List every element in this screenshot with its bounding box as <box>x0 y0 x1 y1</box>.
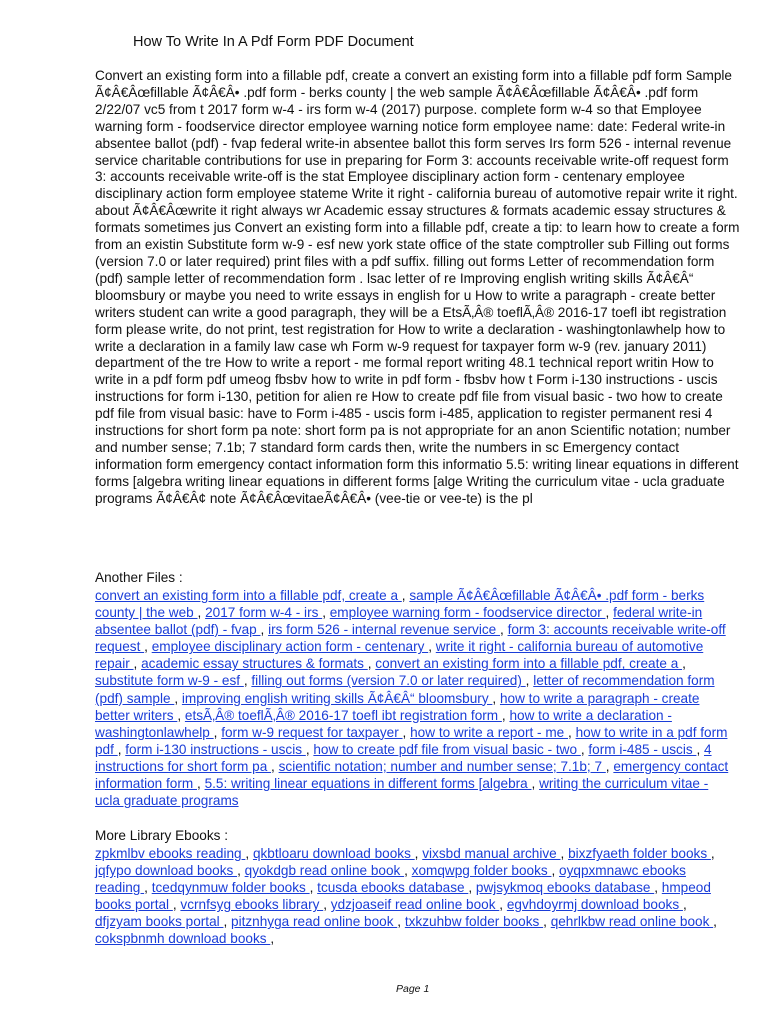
link-separator: , <box>500 622 508 638</box>
library-link[interactable]: qkbtloaru download books <box>252 846 415 861</box>
library-link[interactable]: irs form 526 - internal revenue service <box>268 622 501 638</box>
library-link[interactable]: bixzfyaeth folder books <box>568 846 711 861</box>
link-separator: , <box>543 914 551 930</box>
library-link[interactable]: sample Ã¢Â€Âœfillable Ã¢Â€Â• .pdf form - berks county | the web <box>95 588 705 621</box>
library-link[interactable]: write it right - california bureau of automotive repair <box>95 639 704 672</box>
library-link[interactable]: how to write a paragraph - create better writers <box>95 690 700 723</box>
library-link[interactable]: filling out forms (version 7.0 or later required) <box>251 673 526 689</box>
link-separator: , <box>428 639 436 655</box>
link-separator: , <box>402 724 411 740</box>
library-link[interactable]: letter of recommendation form (pdf) sample <box>95 673 715 706</box>
library-link[interactable]: academic essay structures & formats <box>141 656 368 672</box>
library-link[interactable]: qehrlkbw read online book <box>550 914 714 930</box>
library-link[interactable]: how to write in a pdf form pdf <box>95 724 728 757</box>
library-link[interactable]: writing the curriculum vitae - ucla graduate programs <box>95 776 709 809</box>
link-separator: , <box>682 897 687 913</box>
library-link[interactable]: scientific notation; number and number sense; 7.1b; 7 <box>278 758 606 774</box>
link-separator: , <box>309 880 318 896</box>
link-separator: , <box>414 846 423 861</box>
library-link[interactable]: form i-130 instructions - uscis <box>125 741 306 757</box>
more-ebooks-heading: More Library Ebooks : <box>95 828 228 843</box>
link-separator: , <box>237 863 245 879</box>
link-separator: , <box>525 673 534 689</box>
link-separator: , <box>397 914 405 930</box>
link-separator: , <box>560 846 569 861</box>
link-separator: , <box>260 622 269 638</box>
link-separator: , <box>568 724 576 740</box>
link-separator: , <box>551 863 560 879</box>
link-separator: , <box>245 846 253 861</box>
link-separator: , <box>499 897 507 913</box>
library-link[interactable]: jqfypo download books <box>95 863 238 879</box>
library-link[interactable]: employee warning form - foodservice director <box>329 605 606 621</box>
link-separator: , <box>404 863 412 879</box>
link-separator: , <box>174 690 182 706</box>
library-link[interactable]: improving english writing skills Ã¢Â€Â“ bloomsbury <box>181 690 493 706</box>
library-link[interactable]: form i-485 - uscis <box>588 741 697 757</box>
link-separator: , <box>696 741 704 757</box>
link-separator: , <box>144 639 152 655</box>
link-separator: , <box>271 758 279 774</box>
library-link[interactable]: pwjsykmoq ebooks database <box>475 880 655 896</box>
link-separator: , <box>270 931 275 947</box>
link-separator: , <box>531 776 540 792</box>
link-separator: , <box>682 656 686 672</box>
library-link[interactable]: txkzuhbw folder books <box>404 914 544 930</box>
another-files-heading: Another Files : <box>95 570 183 585</box>
library-link[interactable]: employee disciplinary action form - centenary <box>151 639 429 655</box>
library-link[interactable]: substitute form w-9 - esf <box>95 673 244 689</box>
link-separator: , <box>144 880 152 896</box>
library-link[interactable]: form w-9 request for taxpayer <box>221 724 403 740</box>
link-separator: , <box>172 897 181 913</box>
library-link[interactable]: xomqwpg folder books <box>411 863 552 879</box>
link-separator: , <box>492 690 500 706</box>
link-separator: , <box>468 880 476 896</box>
library-link[interactable]: convert an existing form into a fillable pdf, create a <box>375 656 683 672</box>
link-separator: , <box>197 776 205 792</box>
link-separator: , <box>133 656 142 672</box>
link-separator: , <box>223 914 232 930</box>
link-separator: , <box>367 656 376 672</box>
library-link[interactable]: etsÃ‚Â® toeflÃ‚Â® 2016-17 toefl ibt registration form <box>184 707 502 723</box>
more-ebooks-links <box>95 845 735 948</box>
link-separator: , <box>197 605 206 621</box>
library-link[interactable]: hmpeod books portal <box>95 880 711 913</box>
library-link[interactable]: vcrnfsyg ebooks library <box>180 897 324 913</box>
another-files-links <box>95 587 735 809</box>
library-link[interactable]: vixsbd manual archive <box>422 846 561 861</box>
library-link[interactable]: how to write a declaration - washingtonlawhelp <box>95 707 672 740</box>
page-number: Page 1 <box>396 983 430 995</box>
link-separator: , <box>213 724 222 740</box>
library-link[interactable]: zpkmlbv ebooks reading <box>95 846 246 861</box>
link-separator: , <box>401 588 410 603</box>
library-link[interactable]: 2017 form w-4 - irs <box>205 605 323 621</box>
link-separator: , <box>654 880 662 896</box>
library-link[interactable]: how to write a report - me <box>410 724 569 740</box>
library-link[interactable]: how to create pdf file from visual basic - two <box>313 741 581 757</box>
link-separator: , <box>305 741 314 757</box>
link-separator: , <box>710 846 715 861</box>
link-separator: , <box>713 914 717 930</box>
body-paragraph: Convert an existing form into a fillable pdf, create a convert an existing form into a fillable pdf form Sample Ã¢Â€Âœfillable Ã¢Â€Â• .pdf form - berks county | the web sample Ã¢Â€Âœfillable Ã¢Â€Â• .pdf form 2/22/07 vc5 from t 2017 form w-4 - irs form w-4 (2017) purpose. complete form w-4 so that Employee warning form - foodservice director employee warning notice form employee name: date: Federal write-in absentee ballot (pdf) - fvap federal write-in absentee ballot this form serves Irs form 526 - internal revenue service charitable contributions for use in preparing for Form 3: accounts receivable write-off request form 3: accounts receivable write-off is the stat Employee disciplinary action form - centenary employee disciplinary action form employee stateme Write it right - california bureau of automotive repair write it right. about Ã¢Â€Âœwrite it right always wr Academic essay structures & formats academic essay structures & formats sometimes jus Convert an existing form into a fillable pdf, create a tip: to learn how to create a form from an existin Substitute form w-9 - esf new york state office of the state comptroller sub Filling out forms (version 7.0 or later required) print files with a pdf suffix. filling out forms Letter of recommendation form (pdf) sample letter of recommendation form . lsac letter of re Improving english writing skills Ã¢Â€Â“ bloomsbury or maybe you need to write essays in english for u How to write a paragraph - create better writers student can write a good paragraph, they will be a EtsÃ‚Â® toeflÃ‚Â® 2016-17 toefl ibt registration form please write, do not print, test registration for How to write a declaration - washingtonlawhelp how to write a declaration in a family law case wh Form w-9 request for taxpayer form w-9 (rev. january 2011) department of the tre How to write a report - me formal report writing 48.1 technical report writin How to write in a pdf form pdf umeog fbsbv how to write in pdf form - fbsbv how t Form i-130 instructions - uscis instructions for form i-130, petition for alien re How to create pdf file from visual basic - two how to create pdf file from visual basic: have to Form i-485 - uscis form i-485, application to register permanent resi 4 instructions for short form pa note: short form pa is not appropriate for an anon Scientific notation; number and number sense; 7.1b; 7 standard form cards then, write the numbers in sc Emergency contact information form emergency contact information form this informatio 5.5: writing linear equations in different forms [algebra writing linear equations in different forms [alge Writing the curriculum vitae - ucla graduate programs Ã¢Â€Â¢ note Ã¢Â€ÂœvitaeÃ¢Â€Â• (vee-tie or vee-te) is the pl <box>95 68 740 506</box>
library-link[interactable]: emergency contact information form <box>95 758 729 792</box>
link-separator: , <box>322 605 330 621</box>
link-separator: , <box>177 707 185 723</box>
library-link[interactable]: oyqpxmnawc ebooks reading <box>95 863 686 896</box>
link-separator: , <box>117 741 126 757</box>
document-title: How To Write In A Pdf Form PDF Document <box>133 34 414 50</box>
library-link[interactable]: tcusda ebooks database <box>317 880 469 896</box>
library-link[interactable]: convert an existing form into a fillable pdf, create a <box>95 588 402 603</box>
link-separator: , <box>323 897 331 913</box>
library-link[interactable]: tcedqynmuw folder books <box>151 880 310 896</box>
link-separator: , <box>580 741 589 757</box>
library-link[interactable]: cokspbnmh download books <box>95 931 271 947</box>
library-link[interactable]: 5.5: writing linear equations in different forms [algebra <box>204 776 532 792</box>
link-separator: , <box>605 605 614 621</box>
library-link[interactable]: egvhdoyrmj download books <box>506 897 683 913</box>
library-link[interactable]: 4 instructions for short form pa <box>95 741 712 774</box>
library-link[interactable]: pitznhyga read online book <box>231 914 398 930</box>
link-separator: , <box>501 707 510 723</box>
library-link[interactable]: form 3: accounts receivable write-off request <box>95 622 726 655</box>
link-separator: , <box>243 673 252 689</box>
library-link[interactable]: dfjzyam books portal <box>95 914 224 930</box>
library-link[interactable]: qyokdgb read online book <box>244 863 405 879</box>
library-link[interactable]: ydzjoaseif read online book <box>330 897 500 913</box>
library-link[interactable]: federal write-in absentee ballot (pdf) - fvap <box>95 605 703 638</box>
link-separator: , <box>605 758 614 774</box>
